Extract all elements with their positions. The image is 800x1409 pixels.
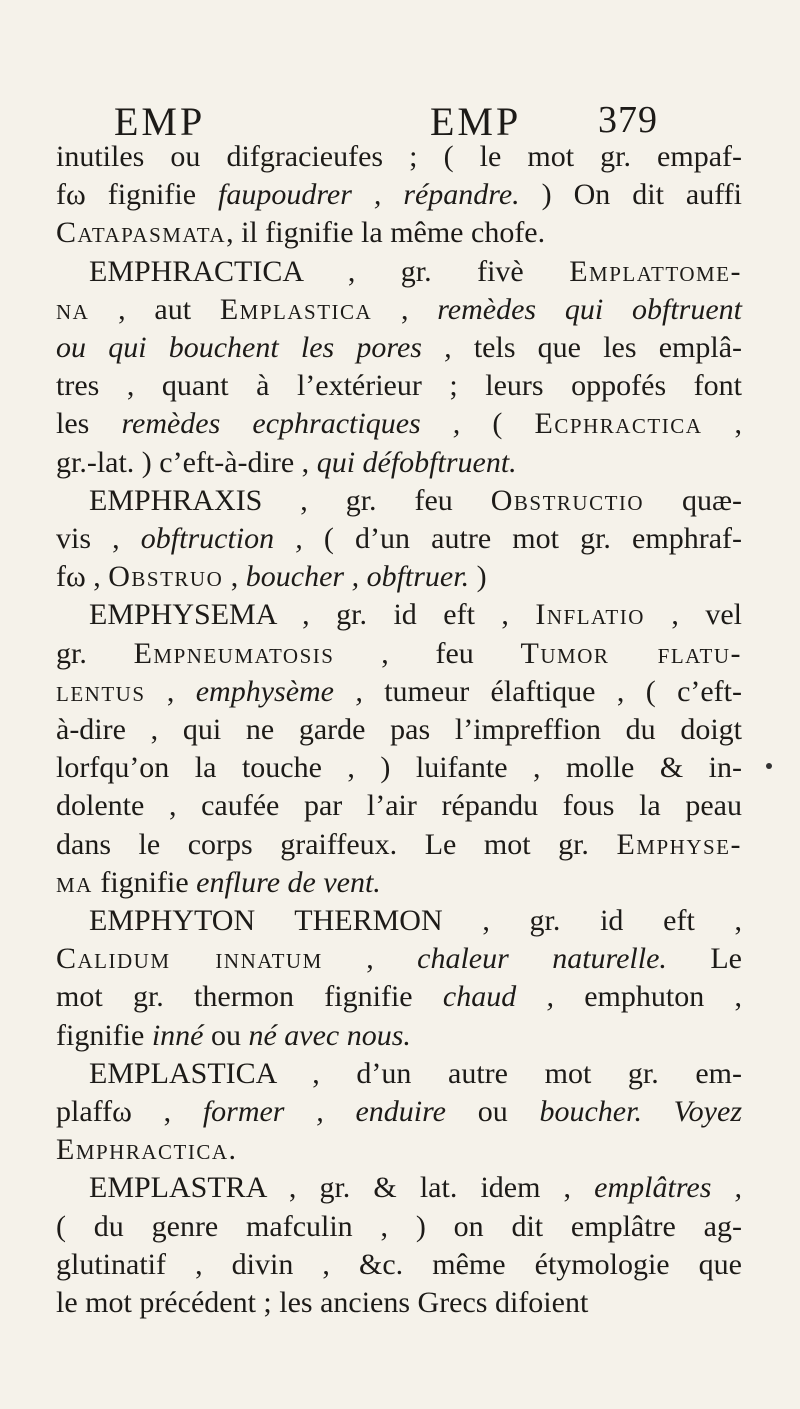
text-run: EMPHYTON THERMON , gr. id eft , — [89, 904, 742, 938]
text-run: gr.-lat. ) c’eft-à-dire , — [56, 445, 317, 479]
text-line — [56, 444, 742, 482]
text-line — [56, 520, 742, 558]
header-left-word: EMP — [114, 99, 206, 144]
small-caps-term: na — [56, 292, 90, 326]
italic-gloss: former , enduire — [202, 1095, 446, 1129]
text-run: fω , — [56, 560, 109, 594]
text-line — [56, 253, 742, 291]
italic-gloss: remèdes qui obftruent — [437, 292, 742, 326]
text-run: fω fignifie — [56, 178, 218, 212]
text-run: ou — [445, 1095, 540, 1129]
text-line — [56, 673, 742, 711]
text-line — [56, 367, 742, 405]
text-run: à-dire , qui ne garde pas l’impreffion du doigt — [56, 713, 742, 747]
italic-gloss: boucher. Voyez — [539, 1095, 742, 1129]
italic-gloss: boucher , obftruer. — [245, 560, 470, 594]
small-caps-term: Emphractica. — [56, 1133, 238, 1167]
italic-gloss: ou qui bouchent les pores , — [56, 331, 452, 365]
text-run: EMPHRAXIS , gr. feu — [89, 483, 491, 517]
text-line — [56, 1093, 742, 1131]
text-run: vis , — [56, 522, 141, 556]
text-run: lorfqu’on la touche , ) luifante , molle & in- — [56, 751, 742, 785]
small-caps-term: Emphyse- — [616, 827, 742, 861]
small-caps-term: Inflatio — [535, 598, 645, 632]
italic-gloss: né avec nous. — [248, 1018, 411, 1052]
italic-gloss: emphysème , — [195, 674, 363, 708]
text-line — [56, 558, 742, 596]
text-run: , — [702, 407, 742, 441]
small-caps-term: Obstructio — [490, 483, 645, 517]
text-run: ) On dit auffi — [519, 178, 742, 212]
italic-gloss: faupoudrer , répandre. — [217, 178, 520, 212]
text-run: tels que les emplâ- — [451, 331, 742, 365]
text-run: ( — [460, 407, 535, 441]
italic-gloss: inné — [151, 1018, 204, 1052]
text-line — [56, 1017, 742, 1055]
text-line — [56, 1208, 742, 1246]
text-line — [56, 1131, 742, 1169]
text-line — [56, 482, 742, 520]
text-run: , il fignifie la même chofe. — [226, 216, 546, 250]
small-caps-term: Emplattome- — [569, 254, 742, 288]
text-run: EMPLASTICA , d’un autre mot gr. em- — [89, 1056, 742, 1090]
text-run: , — [372, 292, 438, 326]
text-run: le mot précédent ; les anciens Grecs difoient — [56, 1286, 589, 1320]
text-line — [56, 214, 742, 252]
text-run: ou — [203, 1018, 249, 1052]
italic-gloss: obftruction , — [140, 522, 303, 556]
page-number: 379 — [598, 99, 658, 141]
italic-gloss: enflure de vent. — [196, 865, 381, 899]
text-line — [56, 978, 742, 1016]
text-run: plaffω , — [56, 1095, 203, 1129]
small-caps-term: Emplastica — [219, 292, 373, 326]
text-line — [56, 864, 742, 902]
text-line — [56, 787, 742, 825]
small-caps-term: Obstruo — [108, 560, 224, 594]
italic-gloss: remèdes ecphractiques , — [121, 407, 461, 441]
text-run: mot gr. thermon fignifie — [56, 980, 443, 1014]
italic-gloss: emplâtres , — [594, 1171, 742, 1205]
text-line — [56, 1246, 742, 1284]
small-caps-term: Calidum innatum — [56, 942, 323, 976]
text-line — [56, 711, 742, 749]
text-run: , — [223, 560, 246, 594]
text-run: gr. — [56, 636, 134, 670]
text-run: , — [322, 942, 418, 976]
text-run: , vel — [644, 598, 742, 632]
text-line — [56, 902, 742, 940]
text-run: fignifie — [56, 1018, 152, 1052]
text-line — [56, 1284, 742, 1322]
italic-gloss: chaud , — [442, 980, 554, 1014]
text-run: tres , quant à l’extérieur ; leurs oppofés font — [56, 369, 742, 403]
small-caps-term: ma — [56, 865, 93, 899]
text-line — [56, 1055, 742, 1093]
text-run: fignifie — [92, 865, 197, 899]
text-run: inutiles ou difgracieufes ; ( le mot gr. empaf- — [56, 140, 742, 173]
text-line — [56, 405, 742, 443]
italic-gloss: qui défobftruent. — [316, 445, 517, 479]
small-caps-term: Ecphractica — [534, 407, 703, 441]
small-caps-term: Empneumatosis — [133, 636, 335, 670]
text-run: EMPHRACTICA , gr. fivè — [89, 254, 570, 288]
text-run: quæ- — [644, 483, 743, 517]
text-run: tumeur élaftique , ( c’eft- — [362, 674, 742, 708]
text-line — [56, 176, 742, 214]
text-run: ( du genre mafculin , ) on dit emplâtre ag- — [56, 1209, 742, 1243]
dictionary-text — [56, 138, 742, 1322]
text-line — [56, 826, 742, 864]
text-run: Le — [666, 942, 742, 976]
text-run: glutinatif , divin , &c. même étymologie que — [56, 1247, 742, 1281]
small-caps-term: Tumor flatu- — [520, 636, 742, 670]
text-run: EMPLASTRA , gr. & lat. idem , — [89, 1171, 595, 1205]
text-line — [56, 138, 742, 176]
text-run: dolente , caufée par l’air répandu fous la peau — [56, 789, 742, 823]
italic-gloss: chaleur naturelle. — [417, 942, 667, 976]
text-line — [56, 635, 742, 673]
text-run: ) — [469, 560, 487, 594]
text-line — [56, 596, 742, 634]
text-line — [56, 291, 742, 329]
small-caps-term: Catapasmata — [56, 216, 227, 250]
text-line — [56, 1169, 742, 1207]
text-run: ( d’un autre mot gr. emphraf- — [302, 522, 742, 556]
text-run: les — [56, 407, 122, 441]
text-run: , aut — [89, 292, 220, 326]
text-line — [56, 329, 742, 367]
header-right-word: EMP — [430, 99, 522, 144]
text-line — [56, 749, 742, 787]
text-run: , — [145, 674, 196, 708]
text-run: , feu — [334, 636, 521, 670]
text-run: dans le corps graiffeux. Le mot gr. — [56, 827, 617, 861]
text-run: EMPHYSEMA , gr. id eft , — [89, 598, 536, 632]
text-line — [56, 940, 742, 978]
small-caps-term: lentus — [56, 674, 146, 708]
margin-ink-dot — [766, 763, 772, 769]
text-run: emphuton , — [553, 980, 742, 1014]
